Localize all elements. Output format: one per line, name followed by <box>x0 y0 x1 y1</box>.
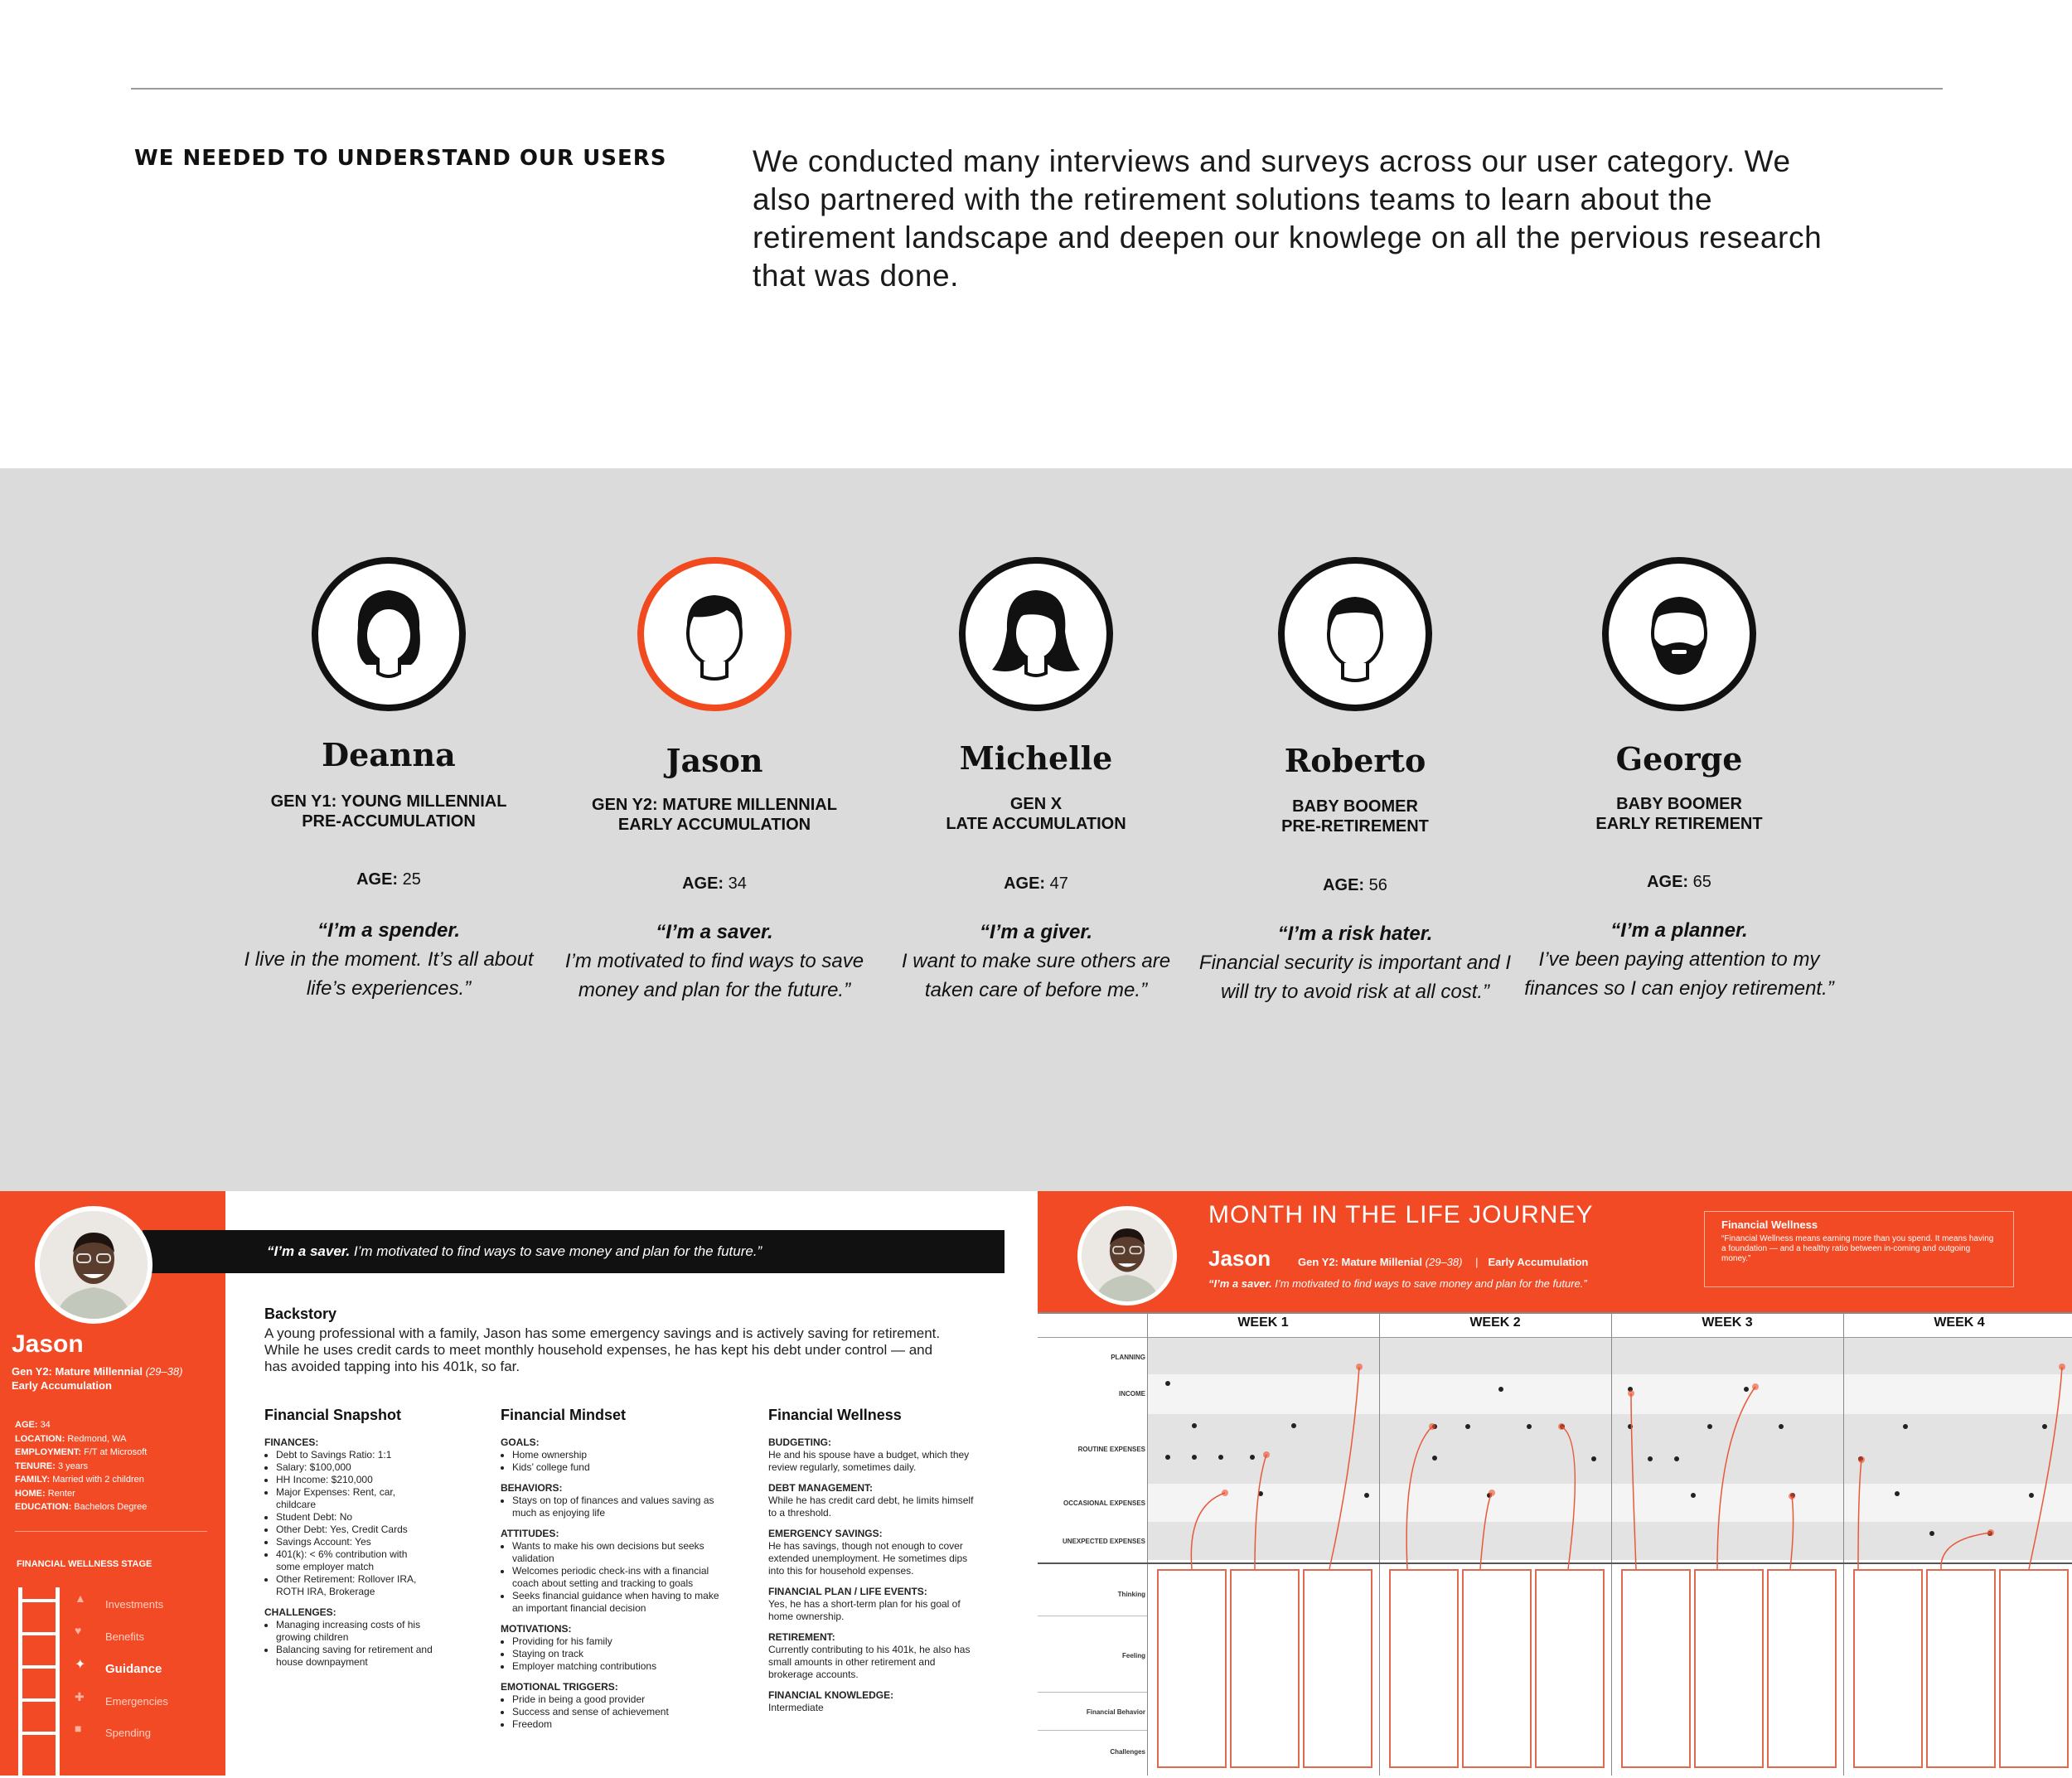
journey-title: MONTH IN THE LIFE JOURNEY <box>1208 1201 1594 1228</box>
week-header: WEEK 3 <box>1702 1315 1753 1330</box>
ambulance-icon: ✚ <box>75 1690 85 1703</box>
persona-age: AGE: 47 <box>1004 874 1068 893</box>
man-icon <box>637 557 792 711</box>
journey-persona-gen: Gen Y2: Mature Millenial (29–38) | Early Accumulation <box>1298 1256 1589 1268</box>
row-label: Challenges <box>1110 1748 1145 1756</box>
persona-stage: EARLY RETIREMENT <box>1595 815 1763 833</box>
persona-card-name: Jason <box>12 1330 84 1358</box>
financial-wellness-box: Financial Wellness “Financial Wellness means earning more than you spend. It means having a foundation — and a healthy ratio between in-coming and outgoing money.” <box>1704 1211 2014 1287</box>
journey-quote: “I’m a saver. I’m motivated to find ways to save money and plan for the future.” <box>1208 1277 1587 1290</box>
persona-name: Jason <box>666 742 763 779</box>
avatar <box>35 1206 152 1324</box>
row-label: PLANNING <box>1111 1354 1145 1361</box>
persona-generation: GEN Y1: YOUNG MILLENNIAL <box>270 792 507 811</box>
persona-quote: “I’m a spender. I live in the moment. It’s all about life’s experiences.” <box>244 919 534 1000</box>
persona-stage: LATE ACCUMULATION <box>946 815 1126 833</box>
mindset-column: GOALS: • Home ownership • Kids’ college fund BEHAVIORS: • Stays on top of finances and values saving as much as enjoying life ATTITUDES: • Wants to make his own decisions but seeks validation • Welcomes periodic check-ins with a financial coach about setting and tracking to goals • Seeks financial guidance when having to make an important financial decision MOTIVATIONS: • Providing for his family • Staying on track • Employer matching contributions EMOTIONAL TRIGGERS: • Pride in being a good provider • Success and sense of achievement • Freedom <box>501 1436 729 1731</box>
persona-stage: PRE-RETIREMENT <box>1281 817 1429 836</box>
stage-benefits: Benefits <box>105 1630 144 1643</box>
persona-stage: PRE-ACCUMULATION <box>302 812 476 831</box>
section-heading: WE NEEDED TO UNDERSTAND OUR USERS <box>134 146 667 171</box>
persona-generation: GEN Y2: MATURE MILLENNIAL <box>592 796 837 814</box>
row-label: UNEXPECTED EXPENSES <box>1062 1538 1145 1545</box>
persona-quote: “I’m a saver. I’m motivated to find ways to save money and plan for the future.” <box>564 921 864 1001</box>
row-label: Thinking <box>1117 1591 1145 1598</box>
ladder-icon <box>18 1587 60 1778</box>
woman-short-hair-icon <box>312 557 466 711</box>
journey-map <box>1038 1191 2072 1776</box>
wellness-column: BUDGETING: He and his spouse have a budget, which they review regularly, sometimes daily. DEBT MANAGEMENT: While he has credit card debt, he limits himself to a threshold. EMERGENCY SAVINGS: He has savings, though not enough to cover extended unemployment. He sometimes dips into this for household expenses. FINANCIAL PLAN / LIFE EVENTS: Yes, he has a short-term plan for his goal of home ownership. RETIREMENT: Currently contributing to his 401k, he also has small amounts in other retirement and brokerage accounts. FINANCIAL KNOWLEDGE: Intermediate <box>768 1436 974 1713</box>
persona-name: Deanna <box>322 736 456 773</box>
persona-card-content <box>225 1191 1034 1776</box>
chart-icon: ▲ <box>75 1591 86 1605</box>
row-label: Feeling <box>1121 1652 1145 1659</box>
week-header: WEEK 1 <box>1237 1315 1289 1330</box>
persona-age: AGE: 34 <box>682 874 747 893</box>
stage-investments: Investments <box>105 1598 164 1611</box>
woman-long-hair-icon <box>959 557 1113 711</box>
backstory-text: A young professional with a family, Jason has some emergency savings and is actively saving for retirement. While he uses credit cards to meet monthly household expenses, he has kept his debt under control — and has avoided tapping into his 401k, so far. <box>264 1325 941 1374</box>
persona-card-gen: Gen Y2: Mature Millennial (29–38) <box>12 1365 183 1378</box>
persona-name: Roberto <box>1284 742 1426 779</box>
man-short-hair-icon <box>1278 557 1432 711</box>
snapshot-title: Financial Snapshot <box>264 1407 402 1423</box>
persona-quote: “I’m a risk hater. Financial security is important and I will try to avoid risk at all cost.” <box>1198 923 1512 1003</box>
wallet-icon: ■ <box>75 1722 82 1735</box>
mindset-title: Financial Mindset <box>501 1407 627 1423</box>
persona-age: AGE: 25 <box>356 870 421 889</box>
stage-spending: Spending <box>105 1727 151 1739</box>
sidebar-divider <box>15 1531 207 1532</box>
snapshot-column: FINANCES: • Debt to Savings Ratio: 1:1 • Salary: $100,000 • HH Income: $210,000 • Major Expenses: Rent, car, childcare • Student Debt: No • Other Debt: Yes, Credit Cards • Savings Account: Yes • 401(k): < 6% contribution with some employer match • Other Retirement: Rollover IRA, ROTH IRA, Brokerage CHALLENGES: • Managing increasing costs of his growing children • Balancing saving for retirement and house downpayment <box>264 1436 434 1669</box>
persona-age: AGE: 56 <box>1323 876 1387 894</box>
persona-generation: BABY BOOMER <box>1616 795 1742 813</box>
bearded-man-icon <box>1602 557 1756 711</box>
persona-name: George <box>1615 740 1743 778</box>
persona-details: AGE: 34 LOCATION: Redmond, WA EMPLOYMENT: F/T at Microsoft TENURE: 3 years FAMILY: Married with 2 children HOME: Renter EDUCATION: Bachelors Degree <box>15 1420 148 1512</box>
hand-heart-icon: ♥ <box>75 1624 82 1637</box>
backstory-title: Backstory <box>264 1306 337 1322</box>
stage-guidance: Guidance <box>105 1662 162 1676</box>
persona-generation: GEN X <box>1009 795 1063 813</box>
wellness-stage-title: FINANCIAL WELLNESS STAGE <box>17 1559 152 1569</box>
row-label: OCCASIONAL EXPENSES <box>1063 1499 1145 1507</box>
intro-paragraph: We conducted many interviews and surveys across our user category. We also partnered with the retirement solutions teams to learn about the retirement landscape and deepen our knowlege on all the pervious research that was done. <box>753 144 1823 293</box>
persona-generation: BABY BOOMER <box>1292 797 1418 816</box>
week-header: WEEK 4 <box>1934 1315 1985 1330</box>
journey-persona-name: Jason <box>1208 1246 1271 1271</box>
persona-quote: “I’m a planner. I’ve been paying attention to my finances so I can enjoy retirement.” <box>1524 919 1834 1000</box>
week-header: WEEK 2 <box>1469 1315 1521 1330</box>
persona-name: Michelle <box>959 739 1113 777</box>
persona-stage: EARLY ACCUMULATION <box>617 816 811 834</box>
row-label: INCOME <box>1119 1390 1145 1398</box>
stage-emergencies: Emergencies <box>105 1695 168 1708</box>
persona-card-stage: Early Accumulation <box>12 1379 112 1392</box>
signpost-icon: ✦ <box>75 1658 86 1672</box>
personas-section <box>0 468 2072 1191</box>
persona-quote: “I’m a giver. I want to make sure others are taken care of before me.” <box>901 921 1171 1001</box>
journey-connectors <box>1038 1191 2072 1776</box>
persona-quote-bar: “I’m a saver. I’m motivated to find ways to save money and plan for the future.” <box>143 1230 1005 1273</box>
row-label: Financial Behavior <box>1086 1708 1145 1716</box>
row-label: ROUTINE EXPENSES <box>1077 1446 1145 1453</box>
persona-age: AGE: 65 <box>1647 873 1711 891</box>
top-divider <box>131 88 1943 90</box>
wellness-title: Financial Wellness <box>768 1407 902 1423</box>
